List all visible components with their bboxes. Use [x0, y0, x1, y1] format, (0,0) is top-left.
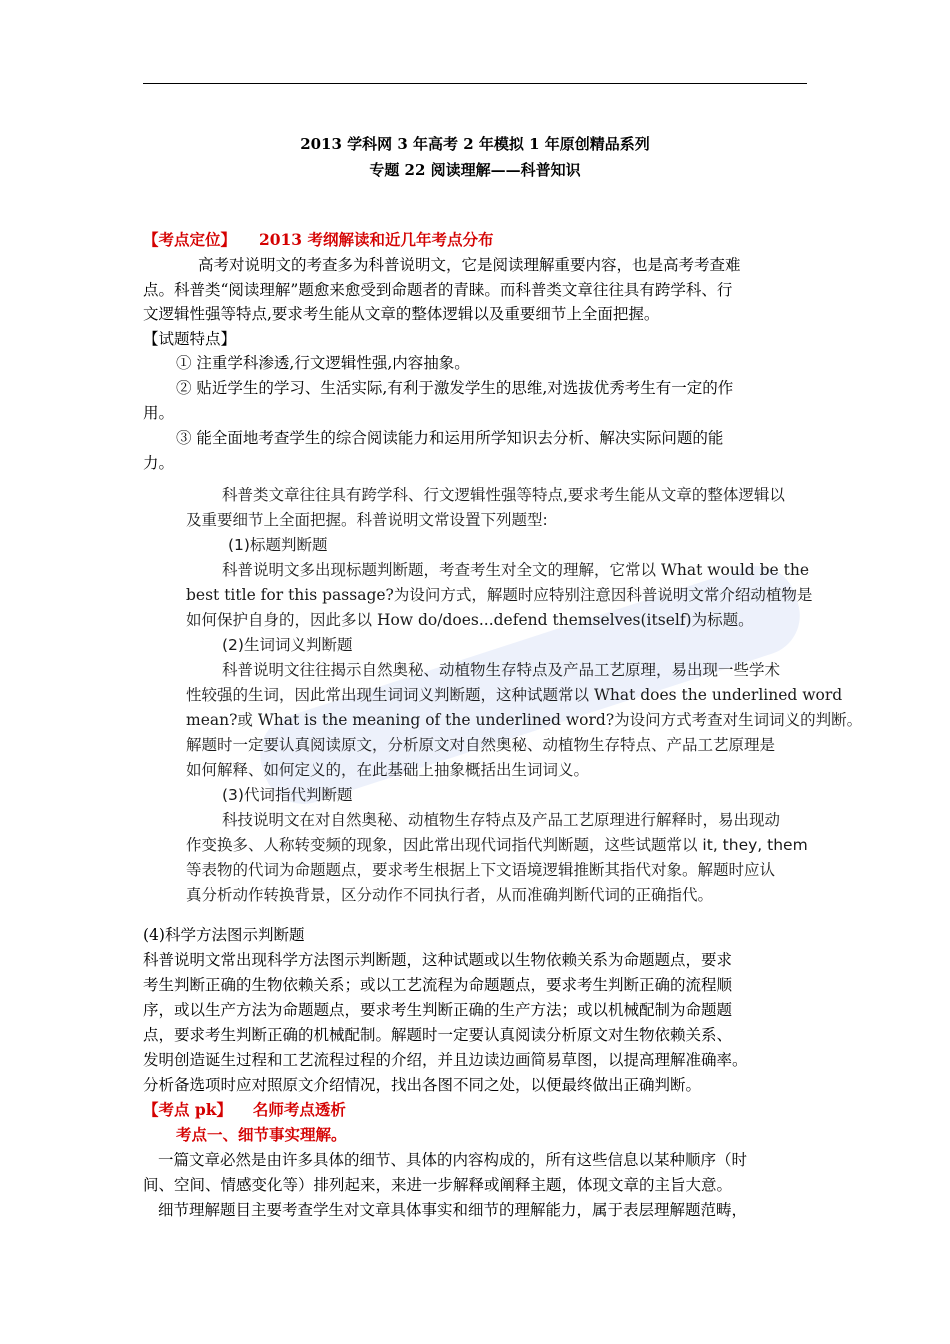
- scan-line: 等表物的代词为命题题点，要求考生根据上下文语境逻辑推断其指代对象。解题时应认: [186, 861, 776, 879]
- para-line: 考生判断正确的生物依赖关系；或以工艺流程为命题题点，要求考生判断正确的流程顺: [143, 976, 733, 994]
- para-line: 点，要求考生判断正确的机械配制。解题时一定要认真阅读分析原文对生物依赖关系、: [143, 1026, 733, 1044]
- scan-subheading: (1)标题判断题: [228, 536, 328, 554]
- para-line: 一篇文章必然是由许多具体的细节、具体的内容构成的，所有这些信息以某种顺序（时: [158, 1151, 748, 1169]
- scan-line: [186, 683, 842, 705]
- para-line: 分析备选项时应对照原文介绍情况，找出各图不同之处，以便最终做出正确判断。: [143, 1076, 702, 1094]
- para-line: 文逻辑性强等特点,要求考生能从文章的整体逻辑以及重要细节上全面把握。: [143, 305, 660, 323]
- scan-text: 如何保护自身的，因此多以: [186, 611, 377, 629]
- scan-line: [186, 708, 862, 730]
- para-line: 点。科普类“阅读理解”题愈来愈受到命题者的青睐。而科普类文章往往具有跨学科、行: [143, 281, 733, 299]
- header-rule: [143, 83, 807, 84]
- scan-text: 为标题。: [691, 611, 754, 629]
- doc-title: 2013 学科网 3 年高考 2 年模拟 1 年原创精品系列: [300, 135, 650, 153]
- scan-line: 作变换多、人称转变频的现象，因此常出现代词指代判断题，这些试题常以 it, they, them: [186, 836, 808, 854]
- features-title: 【试题特点】: [143, 330, 237, 348]
- para-line: 间、空间、情感变化等）排列起来，来进一步解释或阐释主题，体现文章的主旨大意。: [143, 1176, 733, 1194]
- scanned-excerpt: [186, 483, 866, 903]
- feature-item: ③ 能全面地考查学生的综合阅读能力和运用所学知识去分析、解决实际问题的能: [176, 429, 724, 447]
- scan-subheading: (3)代词指代判断题: [222, 786, 353, 804]
- para-line: 科普说明文常出现科学方法图示判断题，这种试题或以生物依赖关系为命题题点，要求: [143, 951, 733, 969]
- scan-line: 科技说明文在对自然奥秘、动植物生存特点及产品工艺原理进行解释时，易出现动: [222, 811, 781, 829]
- scan-english: What does the underlined word: [593, 686, 843, 704]
- method-heading: (4)科学方法图示判断题: [143, 926, 305, 944]
- feature-item-cont: 力。: [143, 454, 175, 472]
- section-tag: 【考点定位】: [143, 230, 237, 249]
- para-line: 高考对说明文的考查多为科普说明文，它是阅读理解重要内容，也是高考考查难: [198, 256, 741, 274]
- feature-item: ② 贴近学生的学习、生活实际,有利于激发学生的思维,对选拔优秀考生有一定的作: [176, 379, 734, 397]
- section-tag: 【考点 pk】: [143, 1100, 232, 1119]
- subsection-title: 考点一、细节事实理解。: [176, 1125, 347, 1144]
- section-heading-pk: [143, 1098, 346, 1120]
- scan-line: [222, 558, 809, 580]
- doc-subtitle: 专题 22 阅读理解——科普知识: [369, 161, 581, 179]
- section-heading-text: 2013 考纲解读和近几年考点分布: [258, 230, 494, 249]
- section-heading-kaodian: [143, 228, 494, 250]
- para-line: 发明创造诞生过程和工艺流程过程的介绍，并且边读边画简易草图，以提高理解准确率。: [143, 1051, 748, 1069]
- scan-line: 真分析动作转换背景，区分动作不同执行者，从而准确判断代词的正确指代。: [186, 886, 714, 904]
- scan-english: What would be the: [660, 561, 810, 579]
- scan-text: 为设问方式，解题时应特别注意因科普说明文常介绍动植物是: [393, 586, 813, 604]
- scan-line: 及重要细节上全面把握。科普说明文常设置下列题型:: [186, 511, 548, 529]
- scan-text: 为设问方式考查对生词词义的判断。: [614, 711, 863, 729]
- scan-line: [186, 608, 754, 630]
- scan-text: 科普说明文多出现标题判断题，考查考生对全文的理解，它常以: [222, 561, 661, 579]
- scan-line: 解题时一定要认真阅读原文，分析原文对自然奥秘、动植物生存特点、产品工艺原理是: [186, 736, 776, 754]
- scan-english: What is the meaning of the underlined word?: [257, 711, 615, 729]
- scan-line: 科普说明文往往揭示自然奥秘、动植物生存特点及产品工艺原理，易出现一些学术: [222, 661, 781, 679]
- feature-item: ① 注重学科渗透,行文逻辑性强,内容抽象。: [176, 354, 470, 372]
- scan-english: best title for this passage?: [186, 586, 394, 604]
- scan-text: 或: [237, 711, 258, 729]
- scan-english: How do/does...defend themselves(itself): [376, 611, 692, 629]
- scan-subheading: (2)生词词义判断题: [222, 636, 353, 654]
- scan-line: [186, 583, 812, 605]
- scan-english: mean?: [186, 711, 238, 729]
- para-line: 序，或以生产方法为命题题点，要求考生判断正确的生产方法；或以机械配制为命题题: [143, 1001, 733, 1019]
- scan-line: 科普类文章往往具有跨学科、行文逻辑性强等特点,要求考生能从文章的整体逻辑以: [222, 486, 785, 504]
- para-line: 细节理解题目主要考查学生对文章具体事实和细节的理解能力，属于表层理解题范畴，: [158, 1201, 748, 1219]
- section-heading-text: 名师考点透析: [252, 1100, 346, 1119]
- scan-line: 如何解释、如何定义的，在此基础上抽象概括出生词词义。: [186, 761, 590, 779]
- feature-item-cont: 用。: [143, 404, 175, 422]
- scan-text: 性较强的生词，因此常出现生词词义判断题，这种试题常以: [186, 686, 594, 704]
